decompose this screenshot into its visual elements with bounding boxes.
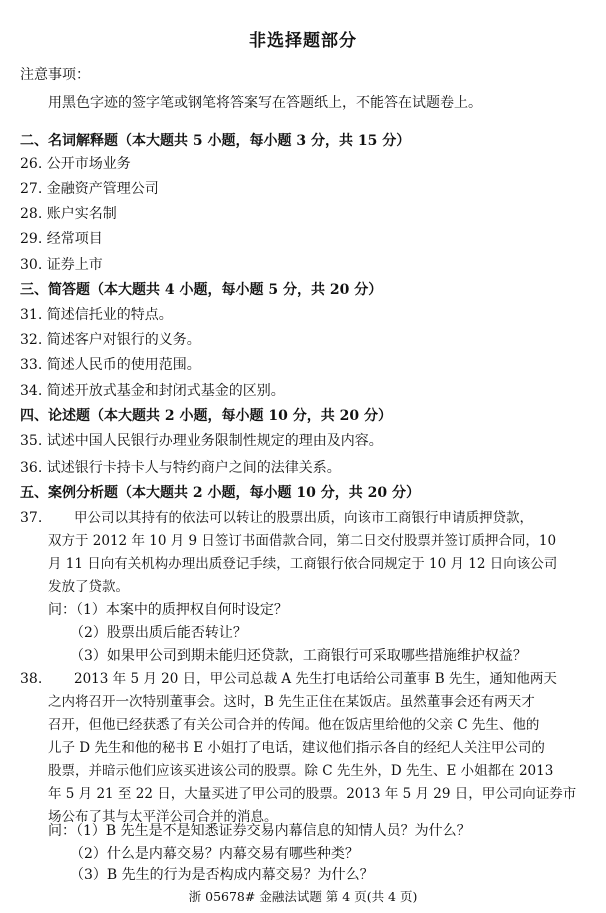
question-33: 33. 简述人民币的使用范围。 (20, 357, 201, 373)
question-35: 35. 试述中国人民银行办理业务限制性规定的理由及内容。 (20, 433, 383, 449)
question-38-line-1: 2013 年 5 月 20 日，甲公司总裁 A 先生打电话给公司董事 B 先生，通知他两天 (74, 671, 557, 687)
question-32: 32. 简述客户对银行的义务。 (20, 332, 201, 348)
question-26: 26. 公开市场业务 (20, 156, 131, 172)
question-37-sub-3: （3）如果甲公司到期未能归还贷款，工商银行可采取哪些措施维护权益？ (70, 648, 527, 664)
question-38-sub-1: 问：（1）B 先生是不是知悉证券交易内幕信息的知情人员？为什么？ (48, 823, 471, 839)
question-38-line-7: 场公布了其与太平洋公司合并的消息。 (48, 809, 278, 825)
question-34: 34. 简述开放式基金和封闭式基金的区别。 (20, 383, 285, 399)
question-37-line-3: 月 11 日向有关机构办理出质登记手续，工商银行依合同规定于 10 月 12 日向该公司 (48, 556, 558, 572)
question-37-line-4: 发放了贷款。 (48, 579, 129, 595)
page-footer: 浙 05678# 金融法试题 第 4 页(共 4 页) (188, 889, 418, 904)
question-37-sub-1: 问：（1）本案中的质押权自何时设定？ (48, 602, 288, 618)
section5-heading: 五、案例分析题（本大题共 2 小题，每小题 10 分，共 20 分） (20, 485, 420, 501)
section2-heading: 二、名词解释题（本大题共 5 小题，每小题 3 分，共 15 分） (20, 133, 411, 149)
page-title: 非选择题部分 (249, 31, 357, 51)
question-38-sub-2: （2）什么是内幕交易？内幕交易有哪些种类？ (70, 846, 359, 862)
question-37-number: 37. (20, 510, 43, 526)
question-38-line-6: 年 5 月 21 至 22 日，大量买进了甲公司的股票。2013 年 5 月 29 日，甲公司向证券市 (48, 786, 577, 802)
question-30: 30. 证券上市 (20, 257, 103, 273)
section3-heading: 三、简答题（本大题共 4 小题，每小题 5 分，共 20 分） (20, 282, 383, 298)
question-38-line-3: 召开，但他已经获悉了有关公司合并的传闻。他在饭店里给他的父亲 C 先生、他的 (48, 717, 540, 733)
question-38-line-5: 股票，并暗示他们应该买进该公司的股票。除 C 先生外，D 先生、E 小姐都在 2013 (48, 763, 554, 779)
question-38-line-4: 儿子 D 先生和他的秘书 E 小姐打了电话，建议他们指示各自的经纪人关注甲公司的 (48, 740, 545, 756)
question-37-line-1: 甲公司以其持有的依法可以转让的股票出质，向该市工商银行申请质押贷款， (74, 510, 533, 526)
notice-heading: 注意事项： (20, 67, 90, 83)
question-37-line-2: 双方于 2012 年 10 月 9 日签订书面借款合同，第二日交付股票并签订质押合同，10 (48, 533, 557, 549)
question-38-sub-3: （3）B 先生的行为是否构成内幕交易？为什么？ (70, 867, 374, 883)
section4-heading: 四、论述题（本大题共 2 小题，每小题 10 分，共 20 分） (20, 408, 392, 424)
question-37-sub-2: （2）股票出质后能否转让？ (70, 625, 247, 641)
question-38-line-2: 之内将召开一次特别董事会。这时，B 先生正住在某饭店。虽然董事会还有两天才 (48, 694, 535, 710)
question-36: 36. 试述银行卡持卡人与特约商户之间的法律关系。 (20, 460, 341, 476)
question-28: 28. 账户实名制 (20, 206, 117, 222)
question-38-number: 38. (20, 671, 43, 687)
notice-text: 用黑色字迹的签字笔或钢笔将答案写在答题纸上，不能答在试题卷上。 (48, 95, 482, 111)
question-27: 27. 金融资产管理公司 (20, 181, 159, 197)
question-31: 31. 简述信托业的特点。 (20, 307, 173, 323)
question-29: 29. 经常项目 (20, 231, 103, 247)
